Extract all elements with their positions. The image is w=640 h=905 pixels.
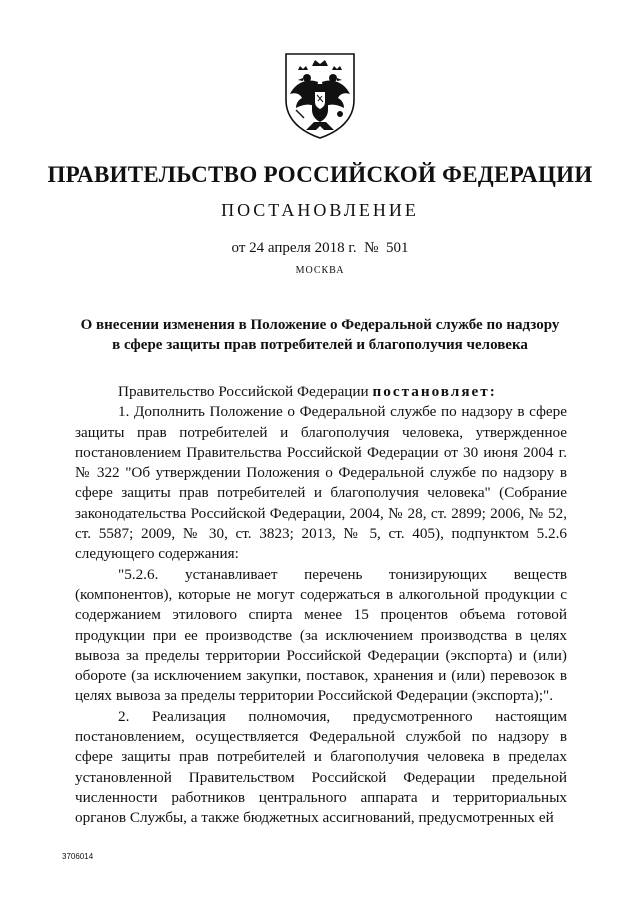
coat-of-arms-icon — [274, 48, 366, 140]
decree-intro — [75, 382, 567, 402]
paragraph-1: 1. Дополнить Положение о Федеральной службе по надзору в сфере защиты прав потребителей и благополучия человека, утвержденное постановлением Правительства Российской Федерации от 30 июня 2004 г. № 322 "Об утверждении Положения о Федеральной службе по надзору в сфере защиты прав потребителей и благополучия человека" (Собрание законодательства Российской Федерации, 2004, № 28, ст. 2899; 2006, № 52, ст. 5587; 2009, № 30, ст. 3823; 2013, № 5, ст. 405), подпунктом 5.2.6 следующего содержания: — [75, 403, 567, 563]
document-type: ПОСТАНОВЛЕНИЕ — [221, 200, 419, 220]
government-title: ПРАВИТЕЛЬСТВО РОССИЙСКОЙ ФЕДЕРАЦИИ — [47, 162, 593, 187]
document-city: МОСКВА — [295, 265, 345, 276]
paragraph-2: 2. Реализация полномочия, предусмотренного настоящим постановлением, осуществляется Федеральной службой по надзору в сфере защиты прав потребителей и благополучия человека в пределах установленной Правительством Российской Федерации предельной численности работников центрального аппарата и территориальных органов Службы, а также бюджетных ассигнований, предусмотренных ей — [75, 707, 567, 827]
document-date-number: от 24 апреля 2018 г. № 501 — [231, 240, 409, 256]
document-heading-line-2: в сфере защиты прав потребителей и благополучия человека — [112, 337, 528, 353]
decree-intro-subject: Правительство Российской Федерации — [118, 383, 373, 400]
document-heading — [60, 315, 580, 355]
document-code: 3706014 — [62, 852, 94, 861]
document-heading-line-1: О внесении изменения в Положение о Федеральной службе по надзору — [80, 317, 560, 333]
paragraph-1-quote: "5.2.6. устанавливает перечень тонизирующих веществ (компонентов), которые не могут содержаться в алкогольной продукции с содержанием этилового спирта менее 15 процентов объема готовой продукции при ее производстве (за исключением производства в целях вывоза за пределы территории Российской Федерации (экспорта) и (или) обороте (за исключением закупки, поставок, хранения и (или) перевозок в целях вывоза за пределы территории Российской Федерации (экспорта);". — [75, 565, 567, 705]
decree-verb: постановляет: — [372, 383, 497, 400]
document-body — [75, 382, 567, 829]
